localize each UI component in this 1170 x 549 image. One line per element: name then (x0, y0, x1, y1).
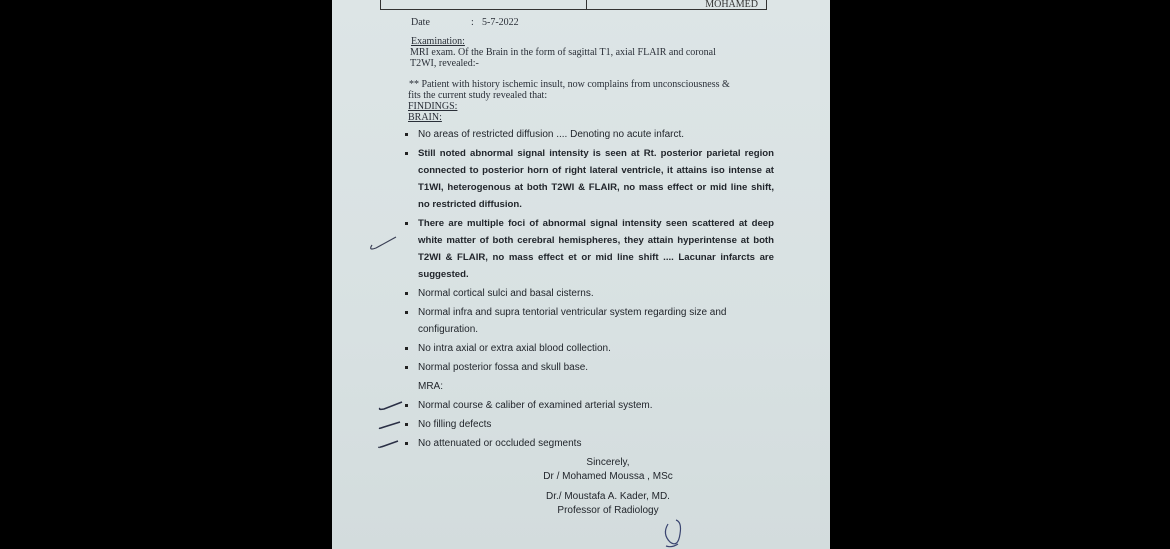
signer-2-title: Professor of Radiology (557, 505, 659, 516)
report-page (332, 0, 830, 549)
brain-finding-7: Normal posterior fossa and skull base. (418, 362, 589, 373)
signer-1: Dr / Mohamed Moussa , MSc (543, 471, 673, 482)
brain-finding-7-item (402, 359, 774, 376)
brain-finding-4: Normal cortical sulci and basal cisterns. (418, 288, 594, 299)
date-label: Date (411, 17, 430, 28)
bullet (405, 292, 408, 295)
mra-finding-2: No filling defects (418, 419, 492, 430)
date-separator: : (471, 17, 474, 28)
check-mark-icon (376, 417, 404, 431)
bullet (405, 404, 408, 407)
header-divider (586, 0, 587, 9)
history-line2: fits the current study revealed that: (408, 90, 548, 101)
brain-finding-6-item (402, 340, 774, 357)
check-mark-icon (376, 436, 402, 450)
check-mark-icon (376, 398, 406, 412)
mra-heading: MRA: (418, 381, 443, 392)
closing: Sincerely, (586, 457, 630, 468)
brain-finding-3: There are multiple foci of abnormal signal intensity seen scattered at deep white matter of both cerebral hemispheres, they attain hyperintense at both T2WI & FLAIR, no mass effect et or mid line shift .... Lacunar infarcts are suggested. (418, 218, 774, 280)
brain-heading: BRAIN: (408, 112, 442, 123)
bullet (405, 133, 408, 136)
findings-heading: FINDINGS: (408, 101, 458, 112)
mra-finding-1-item (402, 397, 774, 414)
examination-text-line1: MRI exam. Of the Brain in the form of sagittal T1, axial FLAIR and coronal (410, 47, 716, 58)
examination-heading: Examination: (411, 36, 465, 47)
mra-finding-3-item (402, 435, 774, 452)
brain-finding-2-item (402, 145, 774, 213)
check-mark-icon (366, 233, 400, 253)
bullet (405, 347, 408, 350)
brain-finding-1: No areas of restricted diffusion .... Denoting no acute infarct. (418, 129, 685, 140)
brain-finding-2: Still noted abnormal signal intensity is seen at Rt. posterior parietal region connected to posterior horn of right lateral ventricle, it attains iso intense at T1WI, heterogenous at both T2WI & FLAIR, no mass effect or mid line shift, no restricted diffusion. (418, 148, 774, 210)
bullet (405, 152, 408, 155)
bullet (405, 222, 408, 225)
brain-finding-6: No intra axial or extra axial blood collection. (418, 343, 611, 354)
handwritten-signature (658, 518, 688, 549)
bullet (405, 311, 408, 314)
bullet (405, 423, 408, 426)
patient-name-fragment: MOHAMED (705, 0, 758, 10)
signature-block (442, 456, 774, 518)
signer-2: Dr./ Moustafa A. Kader, MD. (546, 491, 670, 502)
brain-finding-3-item (402, 215, 774, 283)
mra-finding-1: Normal course & caliber of examined arterial system. (418, 400, 653, 411)
brain-finding-4-item (402, 285, 774, 302)
history-line1: ** Patient with history ischemic insult, now complains from unconsciousness & (409, 79, 730, 90)
brain-finding-5: Normal infra and supra tentorial ventricular system regarding size and configuration. (418, 307, 727, 335)
examination-text-line2: T2WI, revealed:- (410, 58, 479, 69)
brain-finding-1-item (402, 126, 774, 143)
brain-finding-5-item (402, 304, 774, 338)
mra-finding-2-item (402, 416, 774, 433)
findings-list (402, 126, 774, 518)
mra-finding-3: No attenuated or occluded segments (418, 438, 582, 449)
bullet (405, 366, 408, 369)
date-value: 5-7-2022 (482, 17, 519, 28)
bullet (405, 442, 408, 445)
